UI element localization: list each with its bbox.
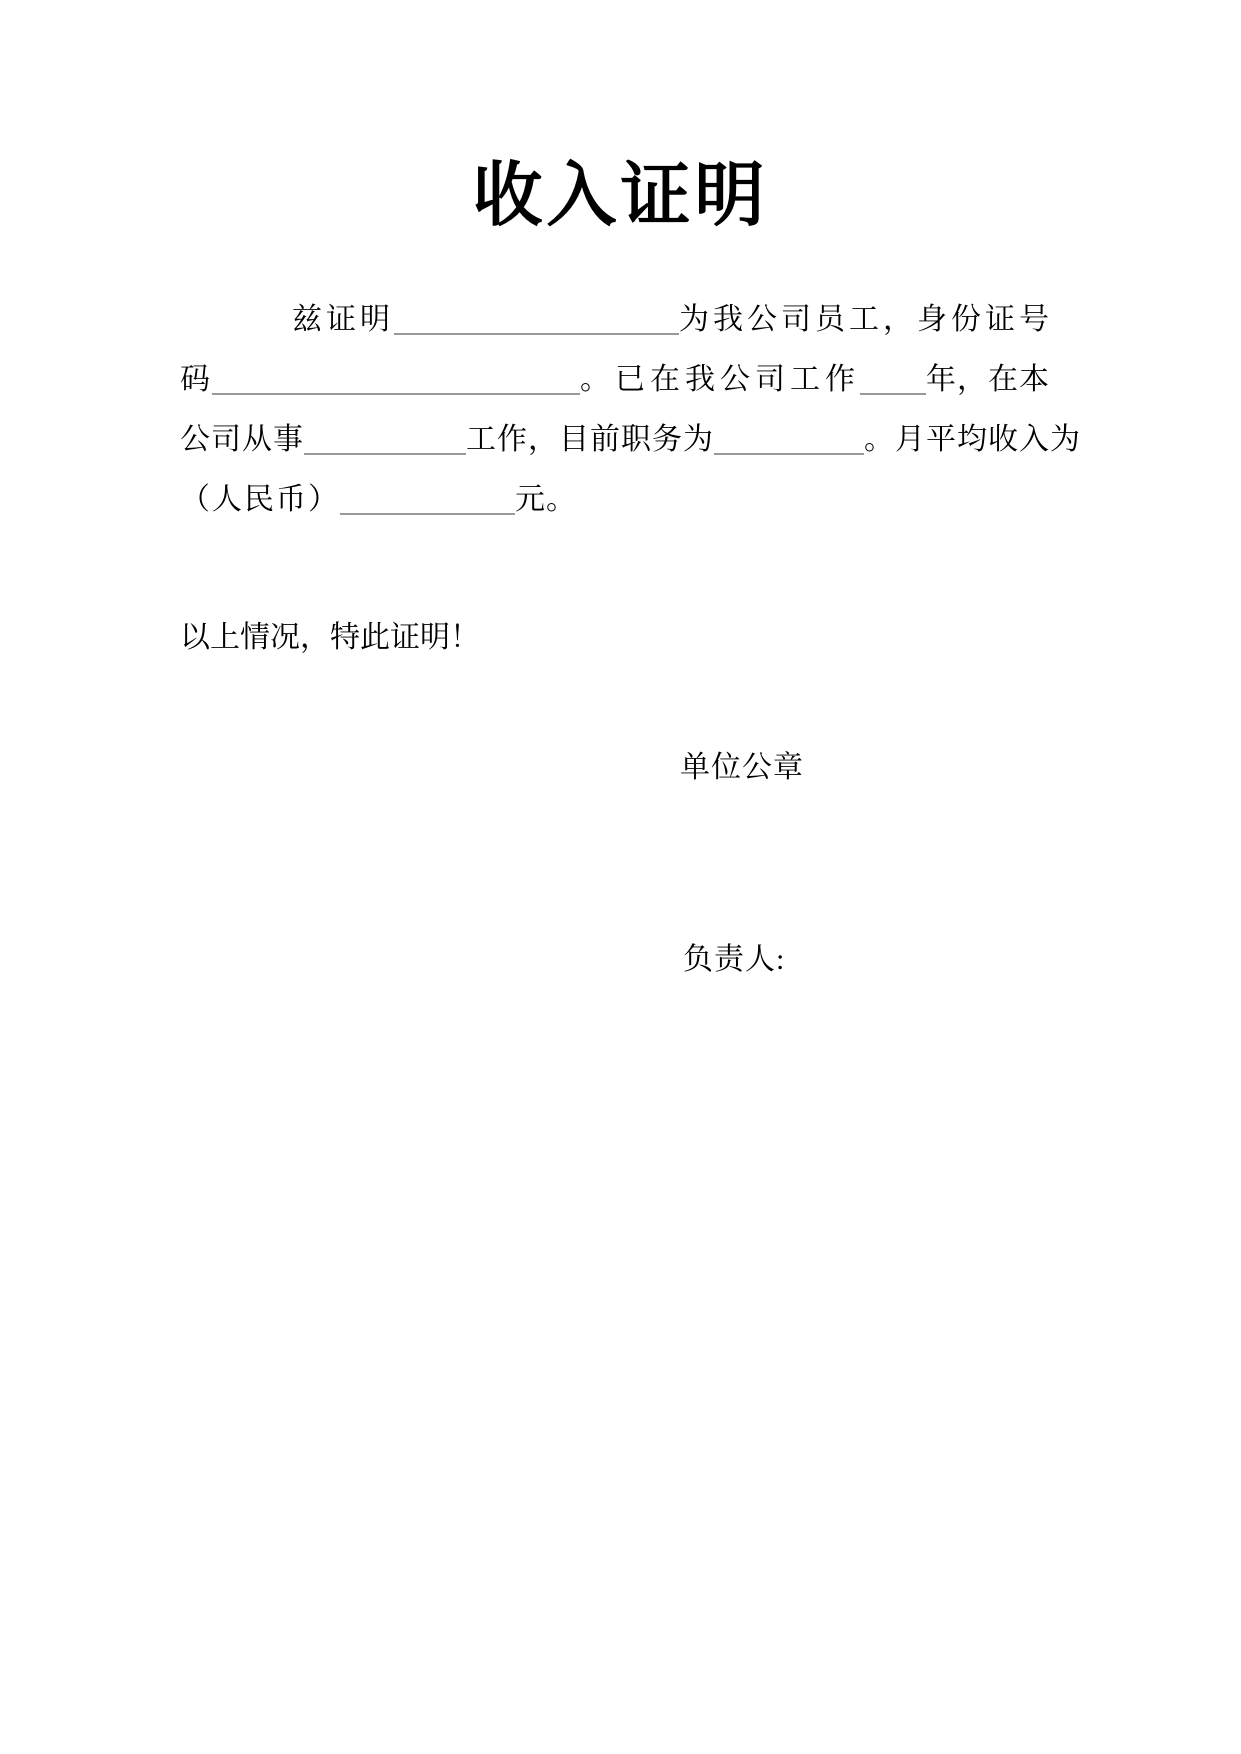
document-title: 收入证明 bbox=[472, 156, 769, 234]
document-body-paragraph bbox=[180, 290, 1081, 530]
line3-mid-text: 工作，目前职务为 bbox=[466, 423, 714, 456]
line2-lead-text: 码 bbox=[180, 363, 212, 396]
closing-statement: 以上情况，特此证明！ bbox=[180, 621, 480, 654]
body-line-1 bbox=[180, 290, 1081, 350]
line4-tail-text: 元。 bbox=[515, 483, 577, 516]
blank-years-worked bbox=[860, 381, 926, 395]
blank-position bbox=[714, 441, 864, 455]
blank-employee-name bbox=[394, 321, 679, 335]
line1-after-blank-text: 为我公司员工，身份证号 bbox=[679, 303, 1053, 336]
line4-lead-text: （人民币） bbox=[180, 483, 340, 516]
line2-mid-text: 。已在我公司工作 bbox=[580, 363, 860, 396]
body-line-4 bbox=[180, 470, 1081, 530]
line2-tail-text: 年，在本 bbox=[926, 363, 1050, 396]
body-line-2 bbox=[180, 350, 1081, 410]
company-seal-label: 单位公章 bbox=[680, 751, 804, 784]
blank-id-number bbox=[212, 381, 580, 395]
blank-income-amount bbox=[340, 501, 515, 515]
blank-job-type bbox=[304, 441, 466, 455]
body-line-3 bbox=[180, 410, 1081, 470]
line3-tail-text: 。月平均收入为 bbox=[864, 423, 1081, 456]
line1-lead-text: 兹证明 bbox=[292, 303, 394, 336]
line3-lead-text: 公司从事 bbox=[180, 423, 304, 456]
responsible-person-label: 负责人: bbox=[683, 943, 786, 976]
